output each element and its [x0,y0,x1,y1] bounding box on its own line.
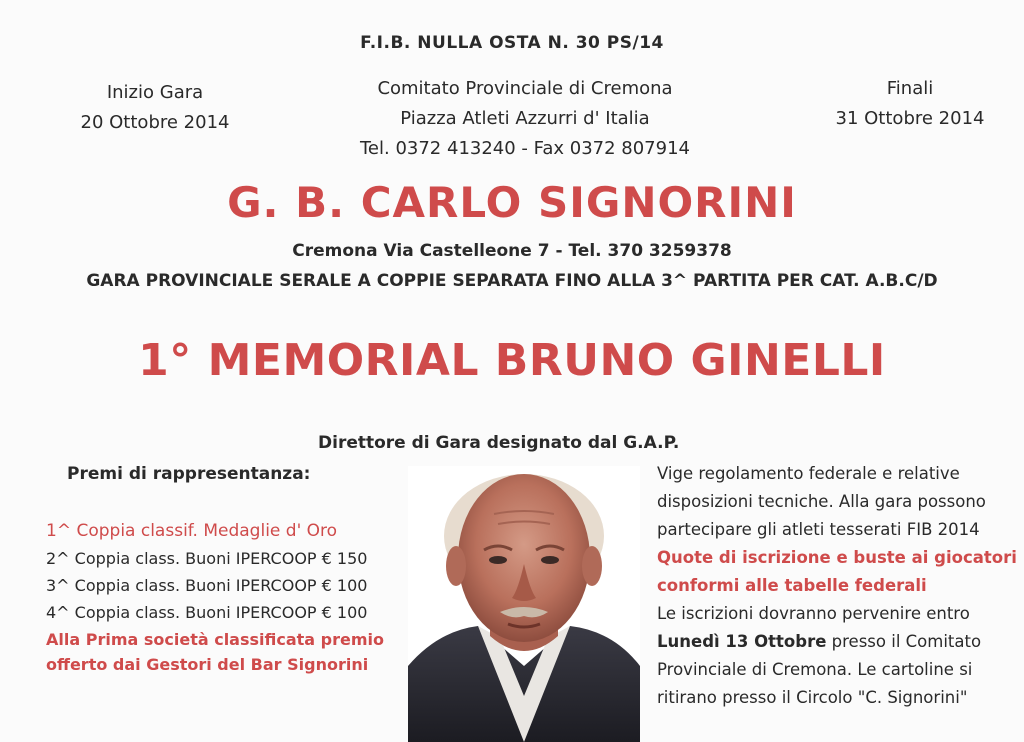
rules-line: partecipare gli atleti tesserati FIB 2014 [657,520,980,539]
fees-line: conformi alle tabelle federali [657,576,927,595]
race-director: Direttore di Gara designato dal G.A.P. [318,433,680,453]
fees-line: Quote di iscrizione e buste ai giocatori [657,548,1017,567]
deadline-line: Provinciale di Cremona. Le cartoline si [657,660,973,679]
start-info [55,78,255,138]
competition-description: GARA PROVINCIALE SERALE A COPPIE SEPARATA FINO ALLA 3^ PARTITA PER CAT. A.B.C/D [86,271,938,291]
society-prize [46,627,384,677]
finals-label: Finali [886,78,934,99]
prizes-title: Premi di rappresentanza: [67,464,311,484]
deadline-line [657,628,1017,656]
club-title: G. B. CARLO SIGNORINI [227,178,797,227]
prize-item: 1^ Coppia classif. Medaglie d' Oro [46,521,338,541]
club-address: Cremona Via Castelleone 7 - Tel. 370 3259378 [292,241,732,261]
start-date: 20 Ottobre 2014 [80,112,230,133]
deadline-line: ritirano presso il Circolo "C. Signorini" [657,688,968,707]
start-label: Inizio Gara [106,82,204,103]
rules-text [657,460,1017,712]
memorial-title: 1° MEMORIAL BRUNO GINELLI [138,335,886,386]
nulla-osta: F.I.B. NULLA OSTA N. 30 PS/14 [360,33,664,53]
committee-name: Comitato Provinciale di Cremona [377,78,673,99]
committee-phone: Tel. 0372 413240 - Fax 0372 807914 [360,138,690,159]
deadline-rest: presso il Comitato [826,632,982,651]
prize-item: 2^ Coppia class. Buoni IPERCOOP € 150 [46,549,368,568]
society-prize-line: offerto dai Gestori del Bar Signorini [46,655,369,674]
prizes-list [46,518,367,626]
rules-line: Vige regolamento federale e relative [657,464,960,483]
deadline-date: Lunedì 13 Ottobre [657,632,827,651]
committee-info [320,74,730,164]
committee-address: Piazza Atleti Azzurri d' Italia [400,108,650,129]
prize-item: 4^ Coppia class. Buoni IPERCOOP € 100 [46,603,368,622]
finals-info [800,74,1020,134]
deadline-line: Le iscrizioni dovranno pervenire entro [657,604,970,623]
finals-date: 31 Ottobre 2014 [835,108,985,129]
society-prize-line: Alla Prima società classificata premio [46,630,385,649]
rules-line: disposizioni tecniche. Alla gara possono [657,492,986,511]
prize-item: 3^ Coppia class. Buoni IPERCOOP € 100 [46,576,368,595]
memorial-portrait-photo [408,466,640,742]
